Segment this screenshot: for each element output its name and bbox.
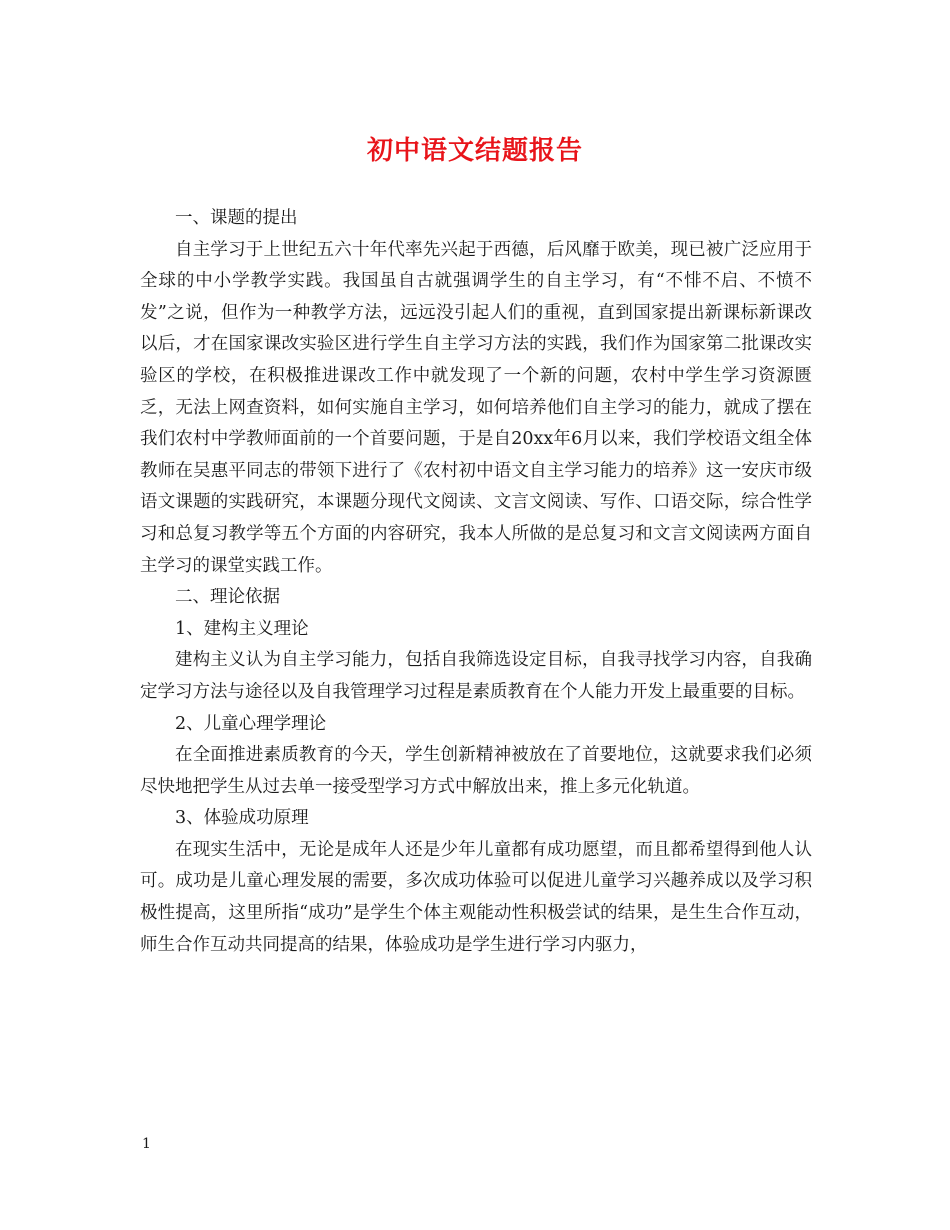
section-heading: 一、课题的提出 [175,208,298,228]
body-paragraph: 在现实生活中，无论是成年人还是少年儿童都有成功愿望，而且都希望得到他人认可。成功是儿童心理发展的需要，多次成功体验可以促进儿童学习兴趣养成以及学习积极性提高，这里所指“成功”是学生个体主观能动性积极尝试的结果，是生生合作互动，师生合作互动共同提高的结果，体验成功是学生进行学习内驱力， [140,839,812,955]
body-paragraph: 自主学习于上世纪五六十年代率先兴起于西德，后风靡于欧美，现已被广泛应用于全球的中小学教学实践。我国虽自古就强调学生的自主学习，有“不悱不启、不愤不发”之说，但作为一种教学方法，远远没引起人们的重视，直到国家提出新课标新课改以后，才在国家课改实验区进行学生自主学习方法的实践，我们作为国家第二批课改实验区的学校，在积极推进课改工作中就发现了一个新的问题，农村中学生学习资源匮乏，无法上网查资料，如何实施自主学习，如何培养他们自主学习的能力，就成了摆在我们农村中学教师面前的一个首要问题，于是自20xx年6月以来，我们学校语文组全体教师在吴惠平同志的带领下进行了《农村初中语文自主学习能力的培养》这一安庆市级语文课题的实践研究，本课题分现代文阅读、文言文阅读、写作、口语交际，综合性学习和总复习教学等五个方面的内容研究，我本人所做的是总复习和文言文阅读两方面自主学习的课堂实践工作。 [140,239,812,576]
subsection-heading: 1、建构主义理论 [175,618,309,639]
body-paragraph: 在全面推进素质教育的今天，学生创新精神被放在了首要地位，这就要求我们必须尽快地把学生从过去单一接受型学习方式中解放出来，推上多元化轨道。 [140,745,812,797]
subsection-heading: 3、体验成功原理 [175,808,309,829]
subsection-heading: 2、儿童心理学理论 [175,713,327,734]
document-body [140,203,812,961]
page-number: 1 [142,1136,151,1152]
section-heading: 二、理论依据 [175,587,280,608]
document-title: 初中语文结题报告 [366,136,583,166]
body-paragraph: 建构主义认为自主学习能力，包括自我筛选设定目标，自我寻找学习内容，自我确定学习方法与途径以及自我管理学习过程是素质教育在个人能力开发上最重要的目标。 [140,650,812,702]
